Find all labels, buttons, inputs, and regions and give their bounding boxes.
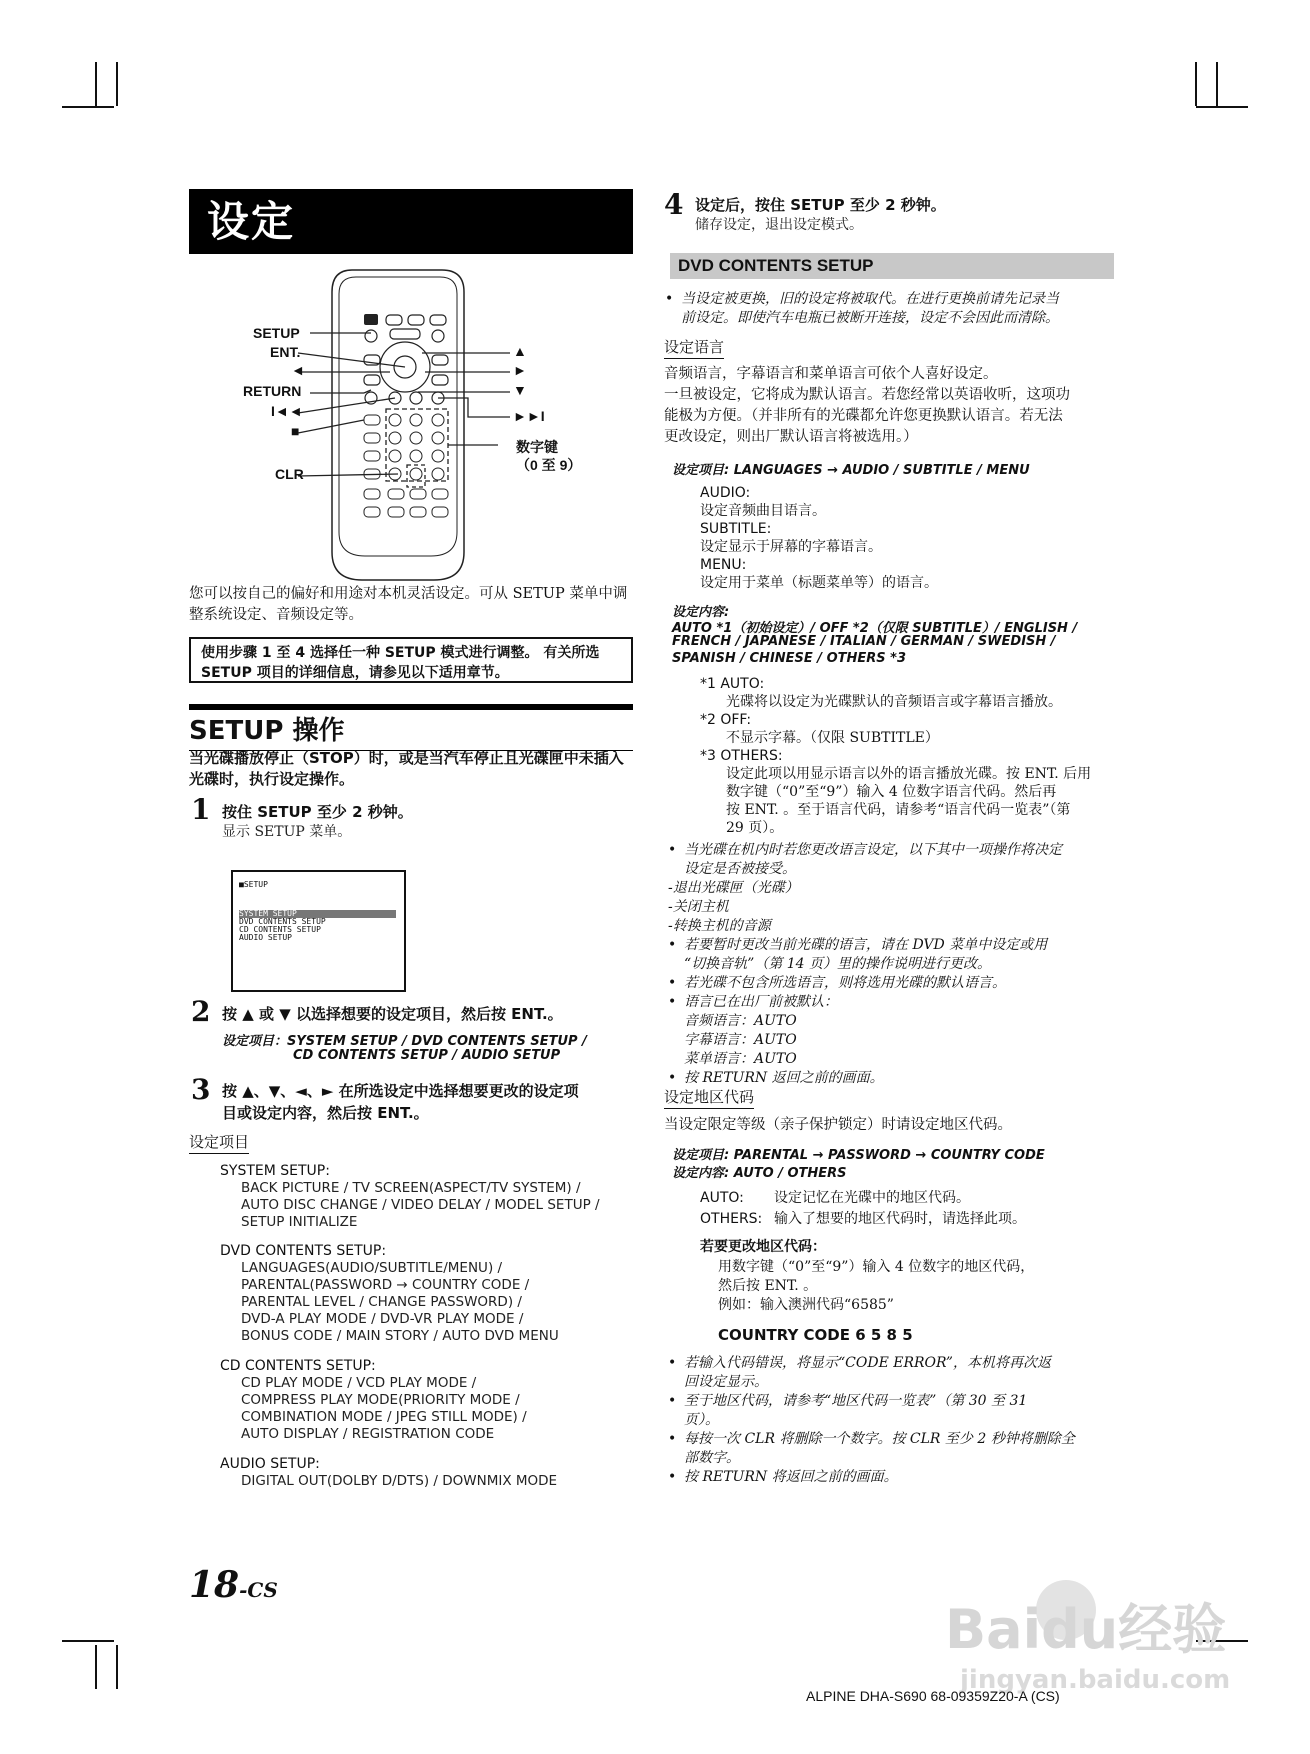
step-number: 2 xyxy=(191,995,211,1028)
remote-label-up: ▲ xyxy=(513,343,527,359)
change-text: 用数字键（“0”至“9”）输入 4 位数字的地区代码， xyxy=(718,1259,1035,1275)
section-heading: SETUP 操作 xyxy=(189,704,633,751)
lang-item-desc: 设定音频曲目语言。 xyxy=(700,503,826,519)
step-number: 1 xyxy=(191,793,211,826)
note-text: 光碟将以设定为光碟默认的音频语言或字幕语言播放。 xyxy=(726,694,1062,710)
content-values: FRENCH / JAPANESE / ITALIAN / GERMAN / SWEDISH / xyxy=(672,634,1056,649)
note-key: *3 OTHERS: xyxy=(700,748,783,764)
page-number: 18-CS xyxy=(189,1564,278,1606)
lang-paragraph: 音频语言，字幕语言和菜单语言可依个人喜好设定。 xyxy=(664,366,998,382)
lang-paragraph: 能极为方便。（并非所有的光碟都允许您更换默认语言。若无法 xyxy=(664,408,1063,424)
region-path: 设定项目: PARENTAL → PASSWORD → COUNTRY CODE xyxy=(672,1148,1045,1163)
crop-mark xyxy=(1196,106,1248,108)
remote-label-prev: I◄◄ xyxy=(271,403,303,419)
remote-label-next: ►►I xyxy=(513,408,545,424)
category-items: DIGITAL OUT(DOLBY D/DTS) / DOWNMIX MODE xyxy=(241,1473,558,1489)
crop-mark xyxy=(95,62,97,106)
menu-title: ■SETUP xyxy=(239,880,268,889)
content-values: SPANISH / CHINESE / OTHERS *3 xyxy=(672,651,906,666)
bullet-item: • 若输入代码错误，将显示“CODE ERROR”，本机将再次返 xyxy=(668,1355,1051,1371)
lang-item-key: AUDIO: xyxy=(700,485,751,501)
crop-mark xyxy=(116,62,118,106)
change-heading: 若要更改地区代码： xyxy=(700,1239,826,1255)
region-auto-key: AUTO: xyxy=(700,1190,744,1206)
bullet-sub: 菜单语言：AUTO xyxy=(684,1051,797,1067)
category-items: LANGUAGES(AUDIO/SUBTITLE/MENU) / PARENTAL(PASSWORD → COUNTRY CODE / PARENTAL LEVEL / CHANGE PASSWORD) / DVD-A PLAY MODE / DVD-VR PLAY MODE / BONUS CODE / MAIN STORY / AUTO DVD MENU xyxy=(241,1260,559,1344)
bullet-item: • 语言已在出厂前被默认： xyxy=(668,994,838,1010)
remote-label-stop: ■ xyxy=(291,423,300,439)
note-key: *1 AUTO: xyxy=(700,676,765,692)
step-3-text: 目或设定内容，然后按 ENT.。 xyxy=(222,1104,429,1122)
note-text: 数字键（“0”至“9”）输入 4 位数字语言代码。然后再 xyxy=(726,784,1057,800)
category-title: DVD CONTENTS SETUP: xyxy=(220,1243,387,1259)
bullet-item: 页）。 xyxy=(684,1412,719,1428)
step-4-text: 设定后，按住 SETUP 至少 2 秒钟。 xyxy=(695,196,946,214)
menu-item: CD CONTENTS SETUP xyxy=(239,925,321,934)
category-items: CD PLAY MODE / VCD PLAY MODE / COMPRESS PLAY MODE(PRIORITY MODE / COMBINATION MODE / JPEG STILL MODE) / AUTO DISPLAY / REGISTRATION CODE xyxy=(241,1375,527,1442)
setup-intro: 当光碟播放停止（STOP）时，或是当汽车停止且光碟匣中未插入光碟时，执行设定操作。 xyxy=(189,749,624,788)
lang-item-desc: 设定显示于屏幕的字幕语言。 xyxy=(700,539,882,555)
bullet-item: 部数字。 xyxy=(684,1450,740,1466)
remote-label-numkey: 数字键 xyxy=(516,439,558,455)
bullet-item: • 按 RETURN 将返回之前的画面。 xyxy=(668,1469,898,1485)
bullet-item: • 当光碟在机内时若您更改语言设定，以下其中一项操作将决定 xyxy=(668,842,1062,858)
step-1-sub: 显示 SETUP 菜单。 xyxy=(222,824,352,840)
note-text: 按 ENT. 。至于语言代码，请参考“语言代码一览表”（第 xyxy=(726,802,1071,818)
bullet-item: • 若要暂时更改当前光碟的语言，请在 DVD 菜单中设定或用 xyxy=(668,937,1048,953)
remote-label-left: ◄ xyxy=(291,362,305,378)
bullet-sub: -转换主机的音源 xyxy=(668,918,771,934)
menu-item: DVD CONTENTS SETUP xyxy=(239,917,326,926)
step-2-sub: 设定项目：SYSTEM SETUP / DVD CONTENTS SETUP / xyxy=(222,1034,587,1049)
change-text: 然后按 ENT. 。 xyxy=(718,1278,818,1294)
content-label: 设定内容: xyxy=(672,605,730,620)
setup-menu-screen xyxy=(231,870,406,992)
intro-text: 您可以按自己的偏好和用途对本机灵活设定。可从 SETUP 菜单中调整系统设定、音频设定等。 xyxy=(189,586,628,623)
remote-label-ent: ENT. xyxy=(270,344,301,360)
lang-item-key: MENU: xyxy=(700,557,747,573)
crop-mark xyxy=(95,1645,97,1689)
step-number: 3 xyxy=(191,1073,211,1106)
bullet-item: 设定是否被接受。 xyxy=(684,861,796,877)
remote-label-return: RETURN xyxy=(243,383,302,399)
lang-paragraph: 一旦被设定，它将成为默认语言。若您经常以英语收听，这项功 xyxy=(664,387,1070,403)
region-paragraph: 当设定限定等级（亲子保护锁定）时请设定地区代码。 xyxy=(664,1117,1012,1133)
lang-paragraph: 更改设定，则出厂默认语言将被选用。） xyxy=(664,429,918,445)
step-1-text: 按住 SETUP 至少 2 秒钟。 xyxy=(222,803,413,821)
remote-label-down: ▼ xyxy=(513,382,527,398)
bullet-sub: -退出光碟匣（光碟） xyxy=(668,880,799,896)
remote-label-right: ► xyxy=(513,362,527,378)
menu-item: AUDIO SETUP xyxy=(239,933,292,942)
category-title: CD CONTENTS SETUP: xyxy=(220,1358,376,1374)
remote-label-clr: CLR xyxy=(275,466,304,482)
note-text: 29 页）。 xyxy=(726,820,784,836)
category-items: BACK PICTURE / TV SCREEN(ASPECT/TV SYSTEM) / AUTO DISC CHANGE / VIDEO DELAY / MODEL SETUP / SETUP INITIALIZE xyxy=(241,1180,600,1230)
bullet-item: 前设定。即使汽车电瓶已被断开连接，设定不会因此而清除。 xyxy=(681,310,1059,326)
bullet-sub: -关闭主机 xyxy=(668,899,729,915)
dvd-contents-heading: DVD CONTENTS SETUP xyxy=(670,253,1114,279)
bullet-sub: 音频语言：AUTO xyxy=(684,1013,797,1029)
note-key: *2 OFF: xyxy=(700,712,752,728)
language-heading: 设定语言 xyxy=(664,337,724,359)
watermark-logo: Baidu经验 xyxy=(945,1598,1227,1661)
crop-mark xyxy=(62,1640,114,1642)
region-auto-desc: 设定记忆在光碟中的地区代码。 xyxy=(774,1190,970,1206)
bullet-item: • 至于地区代码，请参考“地区代码一览表”（第 30 至 31 xyxy=(668,1393,1028,1409)
bullet-item: • 当设定被更换，旧的设定将被取代。在进行更换前请先记录当 xyxy=(665,291,1059,307)
bullet-item: • 每按一次 CLR 将删除一个数字。按 CLR 至少 2 秒钟将删除全 xyxy=(668,1431,1075,1447)
crop-mark xyxy=(1195,62,1197,106)
note-text: 不显示字幕。（仅限 SUBTITLE） xyxy=(726,730,939,746)
bullet-sub: 字幕语言：AUTO xyxy=(684,1032,797,1048)
lang-item-key: SUBTITLE: xyxy=(700,521,772,537)
region-path: 设定内容: AUTO / OTHERS xyxy=(672,1166,847,1181)
region-heading: 设定地区代码 xyxy=(664,1087,754,1109)
note-text: 设定此项以用显示语言以外的语言播放光碟。按 ENT. 后用 xyxy=(726,766,1092,782)
step-2-text: 按 ▲ 或 ▼ 以选择想要的设定项目，然后按 ENT.。 xyxy=(222,1005,563,1023)
lang-path: 设定项目: LANGUAGES → AUDIO / SUBTITLE / MENU xyxy=(672,463,1030,478)
settings-items-heading: 设定项目 xyxy=(189,1132,249,1154)
remote-label-numrange: （0 至 9） xyxy=(516,457,582,473)
watermark-url: jingyan.baidu.com xyxy=(960,1665,1231,1695)
category-title: AUDIO SETUP: xyxy=(220,1456,320,1472)
footer: ALPINE DHA-S690 68-09359Z20-A (CS) xyxy=(806,1688,1060,1704)
step-number: 4 xyxy=(664,188,684,221)
bullet-item: “切换音轨”（第 14 页）里的操作说明进行更改。 xyxy=(684,956,992,972)
step-3-text: 按 ▲、▼、◄、► 在所选设定中选择想要更改的设定项 xyxy=(222,1082,579,1100)
bullet-item: • 按 RETURN 返回之前的画面。 xyxy=(668,1070,884,1086)
step-4-sub: 储存设定，退出设定模式。 xyxy=(695,217,863,233)
remote-label-setup: SETUP xyxy=(253,325,300,341)
country-code-display: COUNTRY CODE 6 5 8 5 xyxy=(718,1326,913,1344)
lang-item-desc: 设定用于菜单（标题菜单等）的语言。 xyxy=(700,575,938,591)
page-title: 设定 xyxy=(189,189,633,254)
step-2-sub: CD CONTENTS SETUP / AUDIO SETUP xyxy=(293,1048,561,1063)
crop-mark xyxy=(62,106,114,108)
bullet-item: • 若光碟不包含所选语言，则将选用光碟的默认语言。 xyxy=(668,975,1006,991)
change-text: 例如：输入澳洲代码“6585” xyxy=(718,1297,894,1313)
bullet-item: 回设定显示。 xyxy=(684,1374,768,1390)
crop-mark xyxy=(1216,62,1218,106)
content-values: AUTO *1（初始设定）/ OFF *2（仅限 SUBTITLE）/ ENGLISH / xyxy=(672,621,1078,636)
crop-mark xyxy=(116,1645,118,1689)
region-others-desc: 输入了想要的地区代码时，请选择此项。 xyxy=(774,1211,1026,1227)
region-others-key: OTHERS: xyxy=(700,1211,763,1227)
note-box: 使用步骤 1 至 4 选择任一种 SETUP 模式进行调整。 有关所选 SETUP 项目的详细信息，请参见以下适用章节。 xyxy=(189,637,633,683)
menu-item: SYSTEM SETUP xyxy=(239,910,396,918)
category-title: SYSTEM SETUP: xyxy=(220,1163,330,1179)
